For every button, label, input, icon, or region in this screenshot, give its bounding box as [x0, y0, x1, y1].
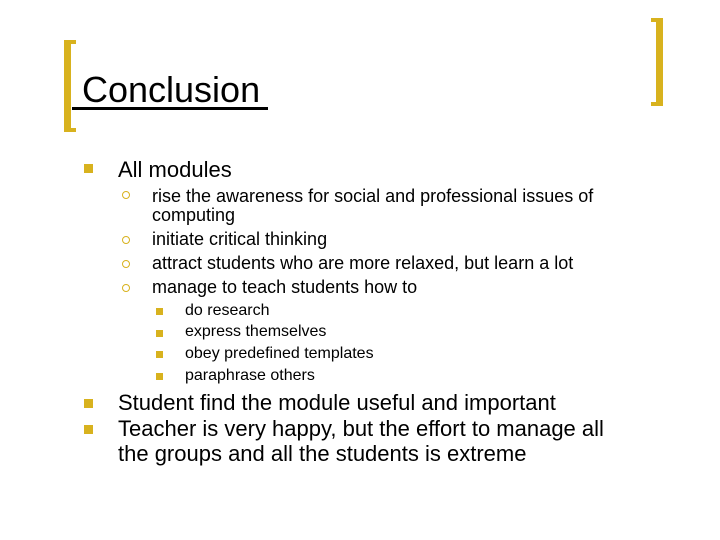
title-bracket-left	[64, 40, 71, 132]
subsubpoint-paraphrase: paraphrase others	[185, 367, 315, 384]
square-bullet-icon	[84, 164, 93, 173]
square-bullet-icon	[84, 425, 93, 434]
subpoint-awareness-line1: rise the awareness for social and professional issues of	[152, 186, 594, 206]
circle-bullet-icon	[122, 284, 130, 292]
slide-title: Conclusion	[82, 69, 261, 110]
bullet-teacher-line1: Teacher is very happy, but the effort to manage all	[118, 416, 604, 441]
bullet-student-useful: Student find the module useful and important	[118, 390, 556, 415]
square-bullet-icon	[84, 399, 93, 408]
subsubpoint-do-research: do research	[185, 302, 270, 319]
subpoint-awareness-line2: computing	[152, 205, 236, 225]
title-bracket-right	[656, 18, 663, 106]
circle-bullet-icon	[122, 191, 130, 199]
bullet-teacher-line2: the groups and all the students is extreme	[118, 441, 527, 466]
title-bracket-right-top	[651, 18, 663, 22]
subpoint-critical-thinking: initiate critical thinking	[152, 229, 328, 249]
subpoint-attract-students: attract students who are more relaxed, but learn a lot	[152, 253, 574, 273]
bullet-all-modules: All modules	[118, 157, 232, 182]
title-bracket-left-bottom	[64, 128, 76, 132]
subsubpoint-obey: obey predefined templates	[185, 345, 374, 362]
title-bracket-left-top	[64, 40, 76, 44]
small-square-bullet-icon	[156, 373, 163, 380]
small-square-bullet-icon	[156, 351, 163, 358]
title-bracket-right-bottom	[651, 102, 663, 106]
circle-bullet-icon	[122, 236, 130, 244]
subpoint-manage-teach: manage to teach students how to	[152, 277, 418, 297]
small-square-bullet-icon	[156, 330, 163, 337]
small-square-bullet-icon	[156, 308, 163, 315]
circle-bullet-icon	[122, 260, 130, 268]
subsubpoint-express: express themselves	[185, 323, 327, 340]
